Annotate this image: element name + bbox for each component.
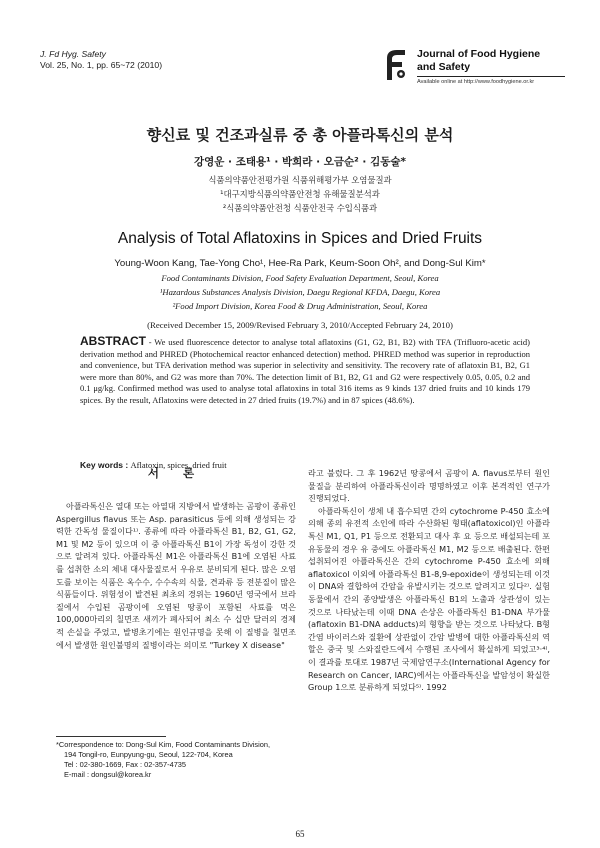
abstract-text: - We used fluorescence detector to analyse total aflatoxins (G1, G2, B1, B2) with TFA (Trifluoro-acetic acid) derivation method and PHRED (Photochemical reactor enhanced detection) method. PHRED method was superior in reproduction and convenience, but TFA derivation method was superior in selectivity and sensitivity. The recovery rate of aflatoxin B1, B2, G1 were more than 80%, and G2 was more than 70%. The detection limit of B1, B2, G1 and G2 were respectively 0.05, 0.05, 0.2 and 0.1 μg/kg. Confirmed method was used to analyse total aflatoxins in total 316 items as 9 kinds 137 dried fruits and 10 kinds 179 spices. By the result, Aflatoxins were detected in 27 dried fruits (19.7%) and in 87 spices (48.6%). xyxy=(80,337,530,405)
affiliation-english-2: ¹Hazardous Substances Analysis Division, Daegu Regional KFDA, Daegu, Korea xyxy=(159,287,441,297)
footnote-line: *Correspondence to: Dong-Sul Kim, Food Contaminants Division, xyxy=(56,740,271,749)
affiliation-korean-1: 식품의약품안전평가원 식품위해평가부 오염물질과 xyxy=(208,175,392,185)
journal-logo-title xyxy=(417,48,540,74)
journal-citation xyxy=(40,49,162,71)
journal-logo xyxy=(381,46,565,96)
abstract-label: ABSTRACT xyxy=(80,334,146,348)
logo-title-line2: and Safety xyxy=(417,61,471,73)
paragraph: 아플라톡신이 생체 내 흡수되면 간의 cytochrome P-450 효소에 의해 종의 유전적 소인에 따라 수산화된 형태(aflatoxicol)인 아플라톡신 M1, Q1, P1 등으로 전환되고 대사 후 요 등으로 배설되는데 포유동물의 경우 유 중에도 아플라톡신 M1, M2 등으로 배출된다. 한편 섭취되어진 아플라톡신은 간의 cytochrome P-450 효소에 의해 aflatoxicol 이외에 아플라톡신 B1-8,9-epoxide이 생성되는데 이것이 DNA와 결합하여 간암을 유발시키는 것으로 알려지고 있다²⁾. 실험동물에서 간의 종양발생은 아플라톡신 B1의 노출과 상관성이 있는 것으로 나타났는데 이때 DNA 손상은 아플라톡신 B1-DNA 부가물(aflatoxin B1-DNA adducts)의 형향을 받는 것으로 나타났다. B형 간염 바이러스와 질환에 상관없이 간암 발병에 대한 아플라톡신의 역할은 중국 및 스와질란드에서 수행된 조사에서 확실하게 되었고³·⁴⁾, 이 결과를 토대로 1987년 국제암연구소(International Agency for Research on Cancer, IARC)에서는 아플라톡신을 발암성이 확실한 Group 1으로 분류하게 되었다⁵⁾. 1992 xyxy=(308,505,550,693)
affiliation-english-1: Food Contaminants Division, Food Safety Evaluation Department, Seoul, Korea xyxy=(161,273,439,283)
journal-logo-icon xyxy=(381,46,409,84)
journal-volume: Vol. 25, No. 1, pp. 65~72 (2010) xyxy=(40,60,163,70)
paragraph: 아플라톡신은 열대 또는 아열대 지방에서 발생하는 곰팡이 종류인 Aspergillus flavus 또는 Asp. parasiticus 등에 의해 생성되는 강력한 간독성 물질이다¹⁾. 종류에 따라 아플라톡신 B1, B2, G1, G2, M1 및 M2 등이 있으며 이 중 아플라톡신 B1이 가장 독성이 강한 것으로 알려져 있다. 아플라톡신 M1은 아플라톡신 B1에 오염된 사료를 섭취한 소의 체내 대사물질로서 우유로 분비되게 된다. 많은 오염도를 보이는 식품은 옥수수, 수수속의 식물, 견과류 등 전분질이 많은 식품들이다. 위험성이 발견된 최초의 경위는 1960년 영국에서 브라질에서 수입된 곰팡이에 오염된 땅콩이 포함된 사료를 먹은 100,000마리의 칠면조 새끼가 폐사되어 최소 수 십만 달러의 경제적 손실을 주었고, 발병초기에는 원인규명을 못해 이 질병을 칠면조에서 발생한 원인불명의 질병이라는 의미로 "Turkey X disease" xyxy=(56,501,296,650)
journal-abbrev: J. Fd Hyg. Safety xyxy=(40,49,106,59)
footnote-email: E-mail : dongsul@korea.kr xyxy=(64,770,152,779)
section-heading-introduction: 서 론 xyxy=(147,466,205,480)
authors-korean: 강영운 · 조태용¹ · 박희라 · 오금순² · 김동술* xyxy=(193,156,407,168)
received-dates: (Received December 15, 2009/Revised February 3, 2010/Accepted February 24, 2010) xyxy=(147,320,453,330)
title-english: Analysis of Total Aflatoxins in Spices and Dried Fruits xyxy=(117,230,483,247)
body-column-right xyxy=(308,467,550,694)
page-number: 65 xyxy=(295,829,305,839)
title-korean: 향신료 및 건조과실류 중 총 아플라톡신의 분석 xyxy=(146,126,454,144)
logo-title-line1: Journal of Food Hygiene xyxy=(417,48,541,60)
affiliation-korean-2: ¹대구지방식품의약품안전청 유해물질분석과 xyxy=(220,189,380,199)
journal-url: Available online at http://www.foodhygiene.or.kr xyxy=(417,79,535,85)
correspondence-footnote xyxy=(56,740,306,780)
body-column-left xyxy=(56,500,296,651)
affiliation-english-3: ²Food Import Division, Korea Food & Drug Administration, Seoul, Korea xyxy=(172,301,428,311)
keywords-text: Aflatoxin, spices, dried fruit xyxy=(130,460,227,470)
footnote-divider xyxy=(56,736,166,737)
paragraph: 라고 불렀다. 그 후 1962년 땅콩에서 곰팡이 A. flavus로부터 원인물질을 분리하여 아플라톡신이라 명명하였고 이후 본격적인 연구가 진행되었다. xyxy=(308,468,550,504)
keywords-label: Key words : xyxy=(80,460,131,470)
abstract xyxy=(80,336,530,407)
footnote-line: 194 Tongil-ro, Eunpyung-gu, Seoul, 122-704, Korea xyxy=(64,750,233,759)
footnote-line: Tel : 02-380-1669, Fax : 02-357-4735 xyxy=(64,760,187,769)
affiliation-korean-3: ²식품의약품안전청 식품안전국 수입식품과 xyxy=(222,203,378,213)
logo-divider xyxy=(417,76,565,77)
authors-english: Young-Woon Kang, Tae-Yong Cho¹, Hee-Ra Park, Keum-Soon Oh², and Dong-Sul Kim* xyxy=(114,258,486,269)
